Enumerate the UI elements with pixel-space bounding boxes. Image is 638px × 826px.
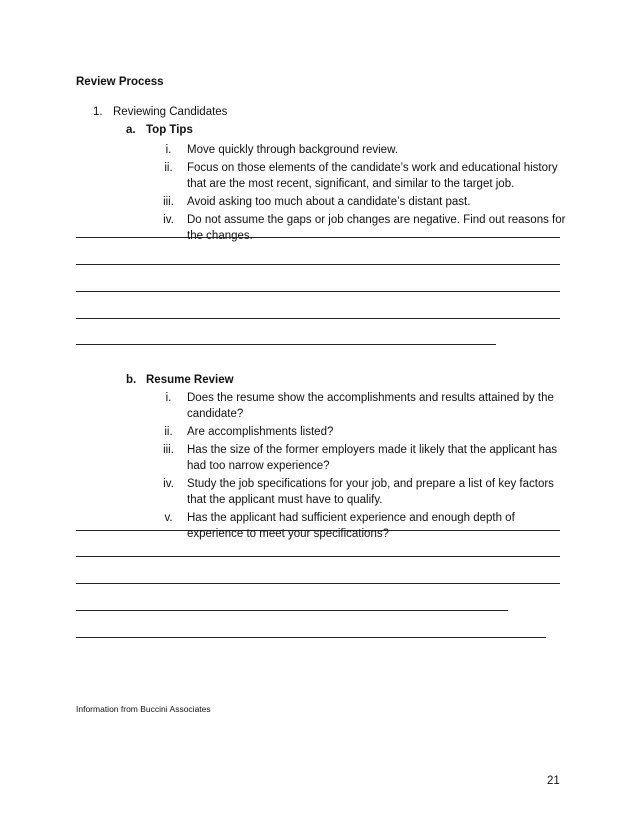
list-item-text: Move quickly through background review. [187, 144, 398, 156]
roman-numeral: iv. [163, 478, 174, 490]
writing-line [76, 237, 560, 238]
list-item [150, 212, 570, 244]
writing-line [76, 264, 560, 265]
list-item-text: Are accomplishments listed? [187, 426, 334, 438]
list-item-text: Do not assume the gaps or job changes are negative. Find out reasons for the changes. [187, 214, 566, 242]
writing-line [76, 291, 560, 292]
footer-source: Information from Buccini Associates [76, 704, 211, 714]
list-item-text: Focus on those elements of the candidate’s work and educational history that are the most recent, significant, and similar to the target job. [187, 162, 558, 190]
roman-numeral: i. [165, 392, 172, 404]
list-item-reviewing-candidates [93, 106, 227, 118]
subsection-letter: a. [126, 124, 136, 136]
list-item-text: Does the resume show the accomplishments and results attained by the candidate? [187, 392, 554, 420]
list-item-text: Study the job specifications for your job, and prepare a list of key factors that the applicant must have to qualify. [187, 478, 554, 506]
list-item [150, 194, 570, 210]
list-item-text: Has the applicant had sufficient experience and enough depth of experience to meet your specifications? [187, 512, 515, 540]
writing-line [76, 583, 560, 584]
writing-line [76, 610, 508, 611]
list-item [150, 424, 570, 440]
roman-numeral: i. [165, 144, 172, 156]
subsection-top-tips [126, 124, 193, 136]
roman-numeral: iii. [163, 444, 174, 456]
writing-line [76, 637, 546, 638]
list-item [150, 390, 570, 422]
subsection-resume-review [126, 374, 234, 386]
roman-numeral: ii. [164, 162, 173, 174]
list-item [150, 142, 570, 158]
resume-review-list [150, 390, 570, 544]
item-label: Reviewing Candidates [113, 106, 228, 118]
list-item [150, 510, 570, 542]
writing-line [76, 318, 560, 319]
roman-numeral: ii. [164, 426, 173, 438]
section-title: Review Process [76, 76, 164, 88]
subsection-letter: b. [126, 374, 137, 386]
writing-line [76, 344, 496, 345]
list-item [150, 160, 570, 192]
top-tips-list [150, 142, 570, 246]
writing-line [76, 530, 560, 531]
item-number: 1. [93, 106, 103, 118]
list-item-text: Avoid asking too much about a candidate’s distant past. [187, 196, 471, 208]
subsection-label: Top Tips [146, 124, 193, 136]
list-item [150, 442, 570, 474]
list-item [150, 476, 570, 508]
subsection-label: Resume Review [146, 374, 234, 386]
roman-numeral: v. [164, 512, 173, 524]
list-item-text: Has the size of the former employers made it likely that the applicant has had too narrow experience? [187, 444, 558, 472]
page-number: 21 [547, 775, 560, 787]
roman-numeral: iii. [163, 196, 174, 208]
writing-line [76, 556, 560, 557]
roman-numeral: iv. [163, 214, 174, 226]
